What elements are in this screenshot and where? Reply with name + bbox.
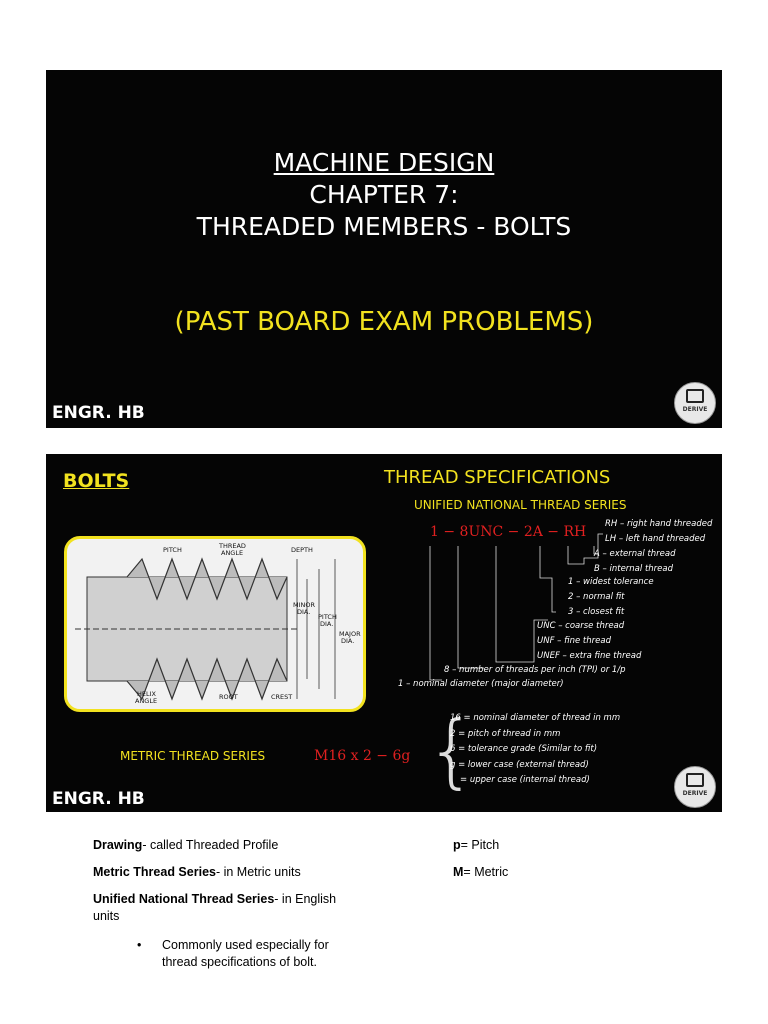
label-pitch: PITCH	[163, 546, 182, 554]
bolts-slide	[46, 454, 722, 812]
note-2: 2 – normal fit	[568, 592, 625, 602]
metric-note-16: 16 = nominal diameter of thread in mm	[450, 713, 621, 723]
label-major-2: DIA.	[341, 637, 355, 645]
metric-brace: {	[426, 704, 477, 797]
author: ENGR. HB	[52, 403, 145, 423]
metric-note-6: 6 = tolerance grade (Similar to fit)	[450, 744, 598, 754]
metric-note-g: g = lower case (external thread)	[450, 760, 589, 770]
subtitle: (PAST BOARD EXAM PROBLEMS)	[174, 307, 594, 337]
metric-note-2: 2 = pitch of thread in mm	[450, 729, 561, 739]
author: ENGR. HB	[52, 789, 145, 809]
p-term: p	[453, 838, 461, 852]
metric-term: Metric Thread Series	[93, 865, 216, 879]
note-m	[453, 864, 508, 881]
title-line-2: CHAPTER 7:	[309, 180, 459, 209]
drawing-term: Drawing	[93, 838, 143, 852]
note-drawing	[93, 837, 278, 854]
note-unf: UNF – fine thread	[537, 636, 611, 646]
label-helix-1: HELIX	[137, 690, 156, 698]
metric-code: M16 x 2 − 6g	[314, 748, 411, 764]
metric-note-upper: = upper case (internal thread)	[460, 775, 590, 785]
note-a: A – external thread	[594, 549, 676, 559]
title-slide	[46, 70, 722, 428]
label-minor-1: MINOR	[293, 601, 316, 609]
note-unc: UNC – coarse thread	[537, 621, 625, 631]
unified-title: UNIFIED NATIONAL THREAD SERIES	[414, 498, 627, 512]
label-depth: DEPTH	[291, 546, 313, 554]
note-3: 3 – closest fit	[568, 607, 625, 617]
note-metric	[93, 864, 301, 881]
unified-code: 1 − 8UNC − 2A − RH	[430, 524, 587, 540]
label-thread-angle-1: THREAD	[219, 542, 246, 550]
unified-desc: - in English units	[93, 892, 337, 923]
label-helix-2: ANGLE	[135, 697, 158, 705]
label-thread-angle-2: ANGLE	[221, 549, 244, 557]
bolts-heading: BOLTS	[63, 470, 130, 492]
note-b: B – internal thread	[594, 564, 673, 574]
p-desc: = Pitch	[460, 838, 500, 852]
note-lh: LH – left hand threaded	[605, 534, 706, 544]
note-1: 1 – widest tolerance	[568, 577, 654, 587]
note-nominal: 1 – nominal diameter (major diameter)	[398, 679, 564, 689]
label-pitch-dia-1: PITCH	[318, 613, 337, 621]
note-bullet: Commonly used especially for thread specifications of bolt.	[162, 938, 329, 969]
pencil-icon	[686, 773, 704, 787]
label-major-1: MAJOR	[339, 630, 361, 638]
label-crest: CREST	[271, 693, 293, 701]
metric-title: METRIC THREAD SERIES	[120, 749, 266, 763]
note-unef: UNEF – extra fine thread	[537, 651, 642, 661]
derive-logo: DERIVE	[674, 766, 716, 808]
m-desc: = Metric	[463, 865, 509, 879]
label-pitch-dia-2: DIA.	[320, 620, 334, 628]
note-8: 8 – number of threads per inch (TPI) or 1/p	[444, 665, 626, 675]
label-root: ROOT	[219, 693, 238, 701]
bullet-dot: •	[137, 938, 142, 952]
note-rh: RH – right hand threaded	[605, 519, 713, 529]
unified-term: Unified National Thread Series	[93, 892, 275, 906]
drawing-desc: - called Threaded Profile	[142, 838, 279, 852]
derive-logo: DERIVE	[674, 382, 716, 424]
metric-desc: - in Metric units	[215, 865, 301, 879]
m-term: M	[453, 865, 464, 879]
title-line-3: THREADED MEMBERS - BOLTS	[196, 212, 572, 241]
thread-spec-title: THREAD SPECIFICATIONS	[384, 467, 611, 488]
pencil-icon	[686, 389, 704, 403]
title-line-1: MACHINE DESIGN	[273, 148, 495, 177]
label-minor-2: DIA.	[297, 608, 311, 616]
note-p	[453, 837, 499, 854]
note-unified	[93, 891, 353, 925]
